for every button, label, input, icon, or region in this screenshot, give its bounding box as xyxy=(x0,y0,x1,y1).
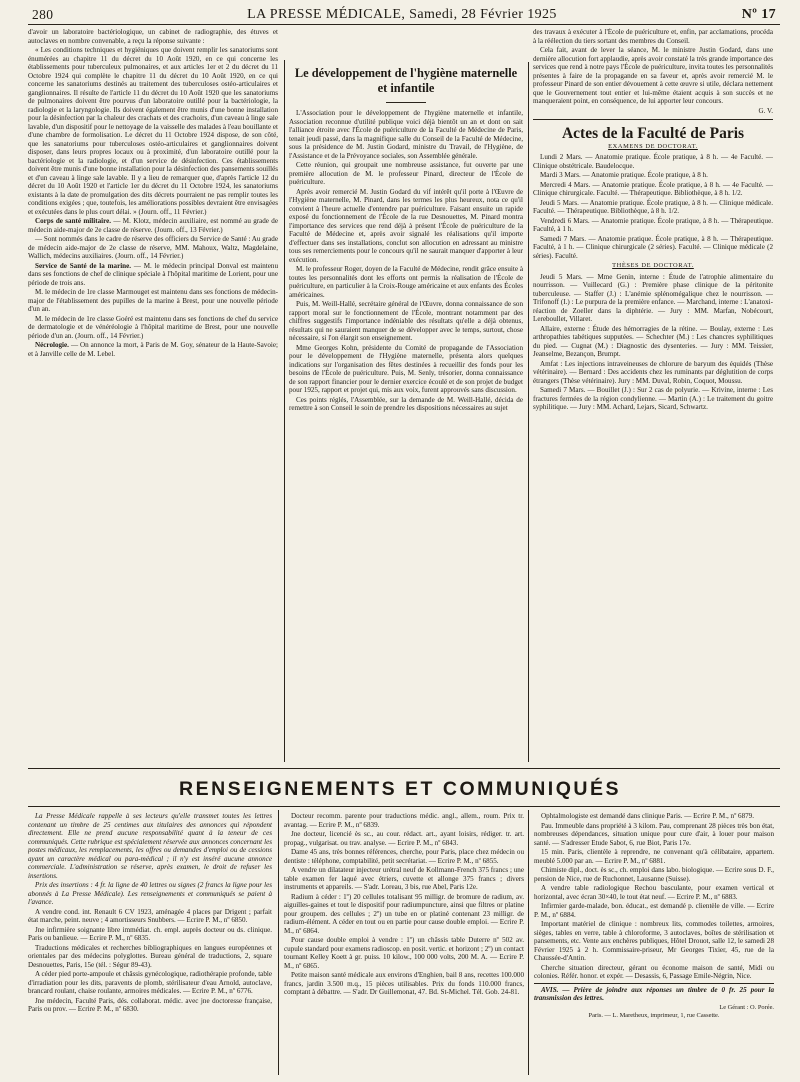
classified-ad: Dame 45 ans, très bonnes références, cherche, pour Paris, place chez médecin ou dentiste : téléphone, comptabilité, petit secrétariat. — Ecrire P. M., nº 6855. xyxy=(284,848,524,865)
column-divider xyxy=(278,810,279,1075)
classified-ad: Cherche situation directeur, gérant ou économe maison de santé, Midi ou colonies. Référ. honor. et expér. — Desassis, 6, Passage Emile-Négrin, Nice. xyxy=(534,963,774,980)
classified-ad: Pau. Immeuble dans propriété à 3 kilom. Pau, comprenant 28 pièces très bon état, nombreuses dépendances, situation unique pour cure d'air, à louer pour maison santé. — S'adresser Etude Sabot, 6, rue Biot, Paris 17e. xyxy=(534,821,774,847)
thesis-entry: Allaire, externe : Étude des hémorragies de la rétine. — Boulay, externe : Les arthropathies tabétiques supputées. — Schechter (M.) : Les chancres syphilitiques du pied. — Cugnat (M.) : Diagnostic des dysenteries. — Jury : MM. Teissier, Jeanselme, Bezançon, Brumpt. xyxy=(533,324,773,358)
paragraph-text: — On annonce la mort, à Paris de M. Goy, sénateur de la Haute-Savoie; et à Janville celle de M. Lebel. xyxy=(28,341,278,358)
section-rule xyxy=(28,768,780,769)
exam-entry: Samedi 7 Mars. — Anatomie pratique. École pratique, à 8 h. — Thérapeutique. Faculté, à 1 h. — Clinique chirurgicale (2 séries). Faculté. — Clinique médicale (2 séries). Faculté. xyxy=(533,234,773,260)
signature: G. V. xyxy=(758,106,773,115)
classified-ad: Petite maison santé médicale aux environs d'Enghien, bail 8 ans, recettes 100.000 francs, jardin 3.500 m.q., 15 pièces utilisables. Prix du fonds 110.000 francs, comptant à débattre. — S'adr. Dr Guillemonat, 47. Bd. St-Michel. Tél. Gob. 24-81. xyxy=(284,971,524,996)
avis-notice: AVIS. — Prière de joindre aux réponses un timbre de 0 fr. 25 pour la transmission des lettres. xyxy=(534,985,774,1002)
exam-entry: Jeudi 5 Mars. — Anatomie pratique. École pratique, à 8 h. — Clinique médicale. Faculté. — Thérapeutique. Bibliothèque, à 8 h. 1/2. xyxy=(533,198,773,215)
classified-ad: A céder pied porte-ampoule et châssis gynécologique, radiothérapie profonde, table d'irradiation pour les dits, paravents de plomb, stérilisateur d'eau Arnold, autoclave, brancard roulant, chaise roulante, armoires médicales. — Ecrire P. M., nº 6776. xyxy=(28,970,272,995)
paragraph: d'avoir un laboratoire bactériologique, un cabinet de radiographie, des étuves et autoclaves en nombre convenable, a reçu la réponse suivante : xyxy=(28,28,278,45)
exam-entry: Vendredi 6 Mars. — Anatomie pratique. École pratique, à 8 h. — Thérapeutique. Faculté, à 1 h. xyxy=(533,216,773,233)
thesis-entry: Amfat : Les injections intraveineuses de chlorure de baryum des équidés (Thèse vétérinaire). — Bernard : Des accidents chez les ruminants par déglutition de corps étrangers (Thèse vétérinaire). Jury : MM. Duval, Robin, Coquot, Moussu. xyxy=(533,359,773,385)
paragraph: M. le médecin de 1re classe Marmouget est maintenu dans ses fonctions de médecin-major de l'établissement des pupilles de la marine à Brest, pour une nouvelle période d'un an. xyxy=(28,288,278,313)
ads-column-left xyxy=(28,812,272,1078)
classified-ad: A vendre un dilatateur injecteur urétral neuf de Kollmann-French 375 francs ; une table examen fer laqué avec étriers, cuvette et allonge 375 francs ; divers instruments et appareils. — S'adr. Loreau, 3 bis, rue Abel, Paris 12e. xyxy=(284,866,524,891)
classified-ad: Infirmier garde-malade, bon. éducat., est demandé p. clientèle de ville. — Ecrire P. M., nº 6884. xyxy=(534,902,774,919)
column-divider xyxy=(528,62,529,762)
title-rule xyxy=(386,102,426,103)
section-rule xyxy=(28,806,780,807)
thesis-entry: Jeudi 5 Mars. — Mme Genin, interne : Étude de l'atrophie alimentaire du nourrisson. — Vuillecard (G.) : Première phase clinique de la péritonite tuberculeuse. — Staffer (J.) : L'anémie splénomégalique chez le nourrisson. — Trifonoff (I.) : Le purpura de la première enfance. — Marchand, interne : L'anatoxi-réaction de Zoeller dans la diphtérie. — Jury : MM. Marfan, Nobécourt, Lereboullet, Villaret. xyxy=(533,272,773,323)
article-title: Le développement de l'hygiène maternelle et infantile xyxy=(294,66,518,95)
classified-ad: Traductions médicales et recherches bibliographiques en langues européennes et orientales par des médecins polyglottes. Bureau général de traductions, 2, square Desnouettes, Paris, 15e (tél. : Ségur 89-43). xyxy=(28,943,272,969)
classified-ad: Jne médecin, Faculté Paris, dés. collaborat. médic. avec jne doctoresse française, Paris ou prov. — Ecrire P. M., nº 6830. xyxy=(28,996,272,1013)
paragraph: « Les conditions techniques et hygiéniques que doivent remplir les sanatoriums sont énumérées au chapitre 11 du décret du 10 Août 1920, en ce qui concerne les établissements pour tuberculeux pulmonaires, et aux articles 1er et 2 du décret du 11 Octobre 1924 qui complète le chapitre 11 du décret du 10 Août 1920, en ce qui concerne les sanatoriums destinés au traitement des tuberculoses ostéo-articulaires et ganglionnaires. Il résulte de l'article 11 du décret du 10 Août 1920 que les sanatoriums de pulmonaires doivent être pourvus d'un laboratoire outillé pour la bactériologie, la radiologie et la laryngologie. Ils doivent également être munis d'une bonne installation pour la désinfection par la chaleur des crachats et des crachoirs, d'un caveau à linge sale lavable, d'un dispositif pour le nettoyage de la vaisselle des malades à l'eau bouillante et d'une chambre de formolisation. Le décret du 11 Octobre 1924 dispose, de son côté, que les sanatoriums pour tuberculoses ostéo-articulaires et ganglionnaires doivent disposer, dans leurs propres locaux ou à proximité, d'un laboratoire outillé pour la bactériologie et la radiologie, et d'un service de désinfection. Ces établissements doivent être munis d'une bonne installation pour la désinfection des pansements souillés et d'un caveau à linge sale lavable. Il y a lieu de remarquer que, d'après l'article 12 du décret du 10 Août 1920 et l'article 1er du décret du 11 Octobre 1924, les sanatoriums existants à la date de promulgation des dits décrets pourraient ne pas remplir toutes les conditions exigées ; que, toutefois, les améliorations possibles devraient être envisagées et exécutées dans le plus court délai. » (Journ. off., 11 Février.) xyxy=(28,46,278,216)
issue-number: Nº 17 xyxy=(741,7,776,22)
managing-editor: Le Gérant : O. Porée. xyxy=(719,1003,774,1011)
section-title: Actes de la Faculté de Paris xyxy=(561,125,745,142)
subsection-heading: THÈSES DE DOCTORAT. xyxy=(612,262,694,269)
classified-ad: A vendre table radiologique Rechou basculante, pour examen vertical et horizontal, avec écran 30×40, le tout état neuf. — Ecrire P. M., nº 6883. xyxy=(534,884,774,901)
publication-title: LA PRESSE MÉDICALE, Samedi, 28 Février 1925 xyxy=(247,7,557,22)
page-header xyxy=(26,4,778,26)
page-number: 280 xyxy=(32,7,54,22)
classified-ad: Pour cause double emploi à vendre : 1º) un châssis table Duterre nº 502 av. cupule standard pour examens radioscop. en posit. vertic. et horizont ; 2º) un contact tournant Kelley Koett à gr. puiss. 10 kilow., 100 000 volts, 200 M. A. — Ecrire P. M., nº 6865. xyxy=(284,936,524,970)
exam-entry: Mardi 3 Mars. — Anatomie pratique. École pratique, à 8 h. xyxy=(540,171,708,179)
exam-entry: Mercredi 4 Mars. — Anatomie pratique. École pratique, à 8 h. — 4e Faculté. — Clinique chirurgicale. Faculté. — Thérapeutique. Bibliothèque, à 8 h. 1/2. xyxy=(533,180,773,197)
column-right xyxy=(533,28,773,764)
paragraph: Cette réunion, qui groupait une nombreuse assistance, fut ouverte par une première allocution de M. le professeur Pinard, directeur de l'École de puériculture. xyxy=(289,161,523,186)
paragraph: M. le professeur Roger, doyen de la Faculté de Médecine, rendit grâce ensuite à toutes les personnalités dont les efforts ont permis la réalisation de l'École de puériculture, en particulier à la Croix-Rouge américaine et aux enfants des Écoles américaines. xyxy=(289,265,523,299)
thesis-entry: Samedi 7 Mars. — Bouillet (J.) : Sur 2 cas de polyurie. — Krivine, interne : Les fractures fermées de la région condylienne. — Martin (A.) : Le traitement du goitre syphilitique. — Jury : MM. Achard, Lejars, Sicard, Schwartz. xyxy=(533,386,773,411)
paragraph: Cela fait, avant de lever la séance, M. le ministre Justin Godard, dans une dernière allocution fort applaudie, après avoir constaté la très grande importance des services que rend à notre pays l'École de puériculture, invita toutes les personnalités présentes à faire de la propagande en sa faveur et, après avoir remercié M. le professeur Pinard de son entier dévouement à cette œuvre si utile, déclara nettement que le Gouvernement tout entier et lui-même étaient acquis à son succès et ne manqueraient point, en conséquence, de lui apporter leur concours. xyxy=(533,46,773,105)
classified-ad: Chimiste dipl., doct. ès sc., ch. emploi dans labo. biologique. — Ecrire sous D. F., pension de Nice, rue de Ruchonnet, Lausanne (Suisse). xyxy=(534,866,774,883)
column-middle xyxy=(289,60,523,764)
section-heading: Service de Santé de la marine. xyxy=(35,261,132,270)
classified-ad: A vendre cond. int. Renault 6 CV 1923, aménagée 4 places par Drigent ; parfait état marche, peint. neuve ; 4 amortisseurs Snubbers. — Ecrire P. M., nº 6850. xyxy=(28,907,272,924)
section-heading: Nécrologie. xyxy=(35,341,69,349)
column-left xyxy=(28,28,278,764)
paragraph: Mme Georges Kohn, présidente du Comité de propagande de l'Association pour le développement de l'Hygiène maternelle, présenta alors quelques indications sur l'organisation des fêtes destinées à recueillir des fonds pour les besoins de l'École de puériculture. Puis, M. Senly, trésorier, donna connaissance de son rapport financier pour le dernier exercice écoulé et de son projet de budget pour 1925, rapport et projet qui, mis aux voix, furent approuvés sans discussion. xyxy=(289,343,523,394)
exam-entry: Lundi 2 Mars. — Anatomie pratique. École pratique, à 8 h. — 4e Faculté. — Clinique obstétricale. Baudelocque. xyxy=(533,153,773,170)
section-heading: Corps de santé militaire. xyxy=(35,217,112,225)
section-rule xyxy=(533,119,773,120)
header-rule xyxy=(28,24,780,25)
paragraph: Ces points réglés, l'Assemblée, sur la demande de M. Weill-Hallé, décida de remettre à son Conseil le soin de prendre les dispositions nécessaires au sujet xyxy=(289,395,523,412)
classified-ad: Jne infirmière soignante libre immédiat. ch. empl. auprès docteur ou ds. clinique. Paris ou banlieue. — Ecrire P. M., nº 6835. xyxy=(28,925,272,942)
paragraph: Puis, M. Weill-Hallé, secrétaire général de l'Œuvre, donna connaissance de son rapport moral sur le fonctionnement de l'École, montrant notamment par des chiffres suggestifs l'importance indéniable des résultats qu'elle a déjà obtenus, résultats qui ne sauraient manquer de se développer avec le temps, surtout, chose nécessaire, si l'on élargit son enseignement. xyxy=(289,300,523,342)
ads-prices: Prix des insertions : 4 fr. la ligne de 40 lettres ou signes (2 francs la ligne pour les abonnés à La Presse Médicale). Les renseignements et communiqués se paient à l'avance. xyxy=(28,881,272,906)
classified-ad: Docteur recomm. parente pour traductions médic. angl., allem., roum. Prix tr. avantag. — Ecrire P. M., nº 6839. xyxy=(284,812,524,829)
classified-ad: Jne docteur, licencié ès sc., au cour. rédact. art., ayant loisirs, rédiger. tr. art. propag., vulgarisat. ou trav. analyse. — Ecrire P. M., nº 6843. xyxy=(284,830,524,847)
ads-column-right xyxy=(534,812,774,1078)
subsection-heading: EXAMENS DE DOCTORAT. xyxy=(608,142,698,150)
paragraph: Après avoir remercié M. Justin Godard du vif intérêt qu'il porte à l'Œuvre de l'Hygiène maternelle, M. Pinard, dans les termes les plus heureux, nota ce qu'il convient à l'heure actuelle d'entendre par puériculture. Faisant ensuite un rapide exposé du fonctionnement de l'École de la rue Desnouettes, M. Pinard montra l'importance des services que rend déjà à présent l'École de puériculture de la Faculté de Médecine et, après avoir signalé les réalisations qu'il importe d'effectuer dans ses installations, conclut son allocution en adressant au ministre tous ses remerciements pour le concours qu'il ne saurait manquer d'apporter à leur exécution. xyxy=(289,187,523,264)
ads-notice: La Presse Médicale rappelle à ses lecteurs qu'elle transmet toutes les lettres contenant un timbre de 25 centimes aux titulaires des annonces qui répondent directement. Elle ne prend aucune responsabilité quant à la teneur de ces communiqués. Cette rubrique est spécialement réservée aux annonces concernant les postes médicaux, les remplacements, les offres ou demandes d'emploi ou de cessions ayant un caractère médical ou para-médical ; il n'y est inséré aucune annonce commerciale. L'administration se réserve, après examen, le droit de refuser les insertions. xyxy=(28,812,272,880)
paragraph: — Sont nommés dans le cadre de réserve des officiers du Service de Santé : Au grade de médecin aide-major de 2e classe de réserve, MM. Mahoux, Waltz, Magdelaine, Wallich, médecins auxiliaires. (Journ. off., 14 Février.) xyxy=(28,235,278,260)
printer-imprint: Paris. — L. Maretheux, imprimeur, 1, rue Cassette. xyxy=(588,1012,720,1019)
column-divider xyxy=(284,60,285,762)
avis-rule xyxy=(534,983,774,984)
classified-ad: Important matériel de clinique : nombreux lits, commodes toilettes, armoires, sièges, tables en verre, table à chloroforme, 3 autoclaves, boîtes de stérilisation et pansements, etc. Vente aux enchères publiques, Hôtel Drouot, salle 12, le samedi 28 Février 1925 à 2 h. Commissaire-priseur, Mr Georges Tixier, 45, rue de la Chaussée-d'Antin. xyxy=(534,920,774,962)
classified-ad: Radium à céder : 1º) 20 cellules totalisant 95 milligr. de bromure de radium, av. aiguilles-gaines et tout le dispositif pour radiumpuncture, ainsi que filtres or platine pour groupem. des cellules ; 2º) un tube en or platiné contenant 23 milligr. de radium-élément. A céder en tout ou en partie pour cause double emploi. — Ecrire P. M., nº 6864. xyxy=(284,892,524,935)
ads-column-middle xyxy=(284,812,524,1078)
paragraph: M. le médecin de 1re classe Goéré est maintenu dans ses fonctions de chef du service de dermatologie et de vénéréologie à l'hôpital maritime de Brest, pour une nouvelle période d'un an. (Journ. off., 14 Février.) xyxy=(28,314,278,340)
paragraph: L'Association pour le développement de l'hygiène maternelle et infantile, Association reconnue d'utilité publique voici déjà bientôt un an et dont on sait l'alliance étroite avec l'École de puériculture de la Faculté de Médecine de Paris, tenait jeudi passé, dans la magnifique salle du Conseil de la Faculté de Médecine, sous la présidence de M. Justin Godard, ministre du Travail, de l'Hygiène, de l'Assistance et de la Prévoyance sociales, son Assemblée générale. xyxy=(289,109,523,160)
paragraph-text: — M. Klotz, médecin auxiliaire, est nommé au grade de médecin aide-major de 2e classe de réserve. (Journ. off., 13 Février.) xyxy=(28,217,278,234)
paragraph: des travaux à exécuter à l'École de puériculture et, enfin, par acclamations, procéda à la réélection du tiers sortant des membres du Conseil. xyxy=(533,28,773,45)
classified-ad: 15 min. Paris, clientèle à reprendre, ne convenant qu'à célibataire, appartem. meublé 5.000 par an. — Ecrire P. M., nº 6881. xyxy=(534,848,774,865)
section-title: RENSEIGNEMENTS ET COMMUNIQUÉS xyxy=(179,778,621,800)
column-divider xyxy=(528,810,529,1075)
classified-ad: Ophtalmologiste est demandé dans clinique Paris. — Ecrire P. M., nº 6879. xyxy=(541,812,755,820)
paragraph-text: — M. le médecin principal Donval est maintenu dans ses fonctions de chef de clinique spéciale à l'hôpital maritime de Lorient, pour une période de trois ans. xyxy=(28,261,278,287)
